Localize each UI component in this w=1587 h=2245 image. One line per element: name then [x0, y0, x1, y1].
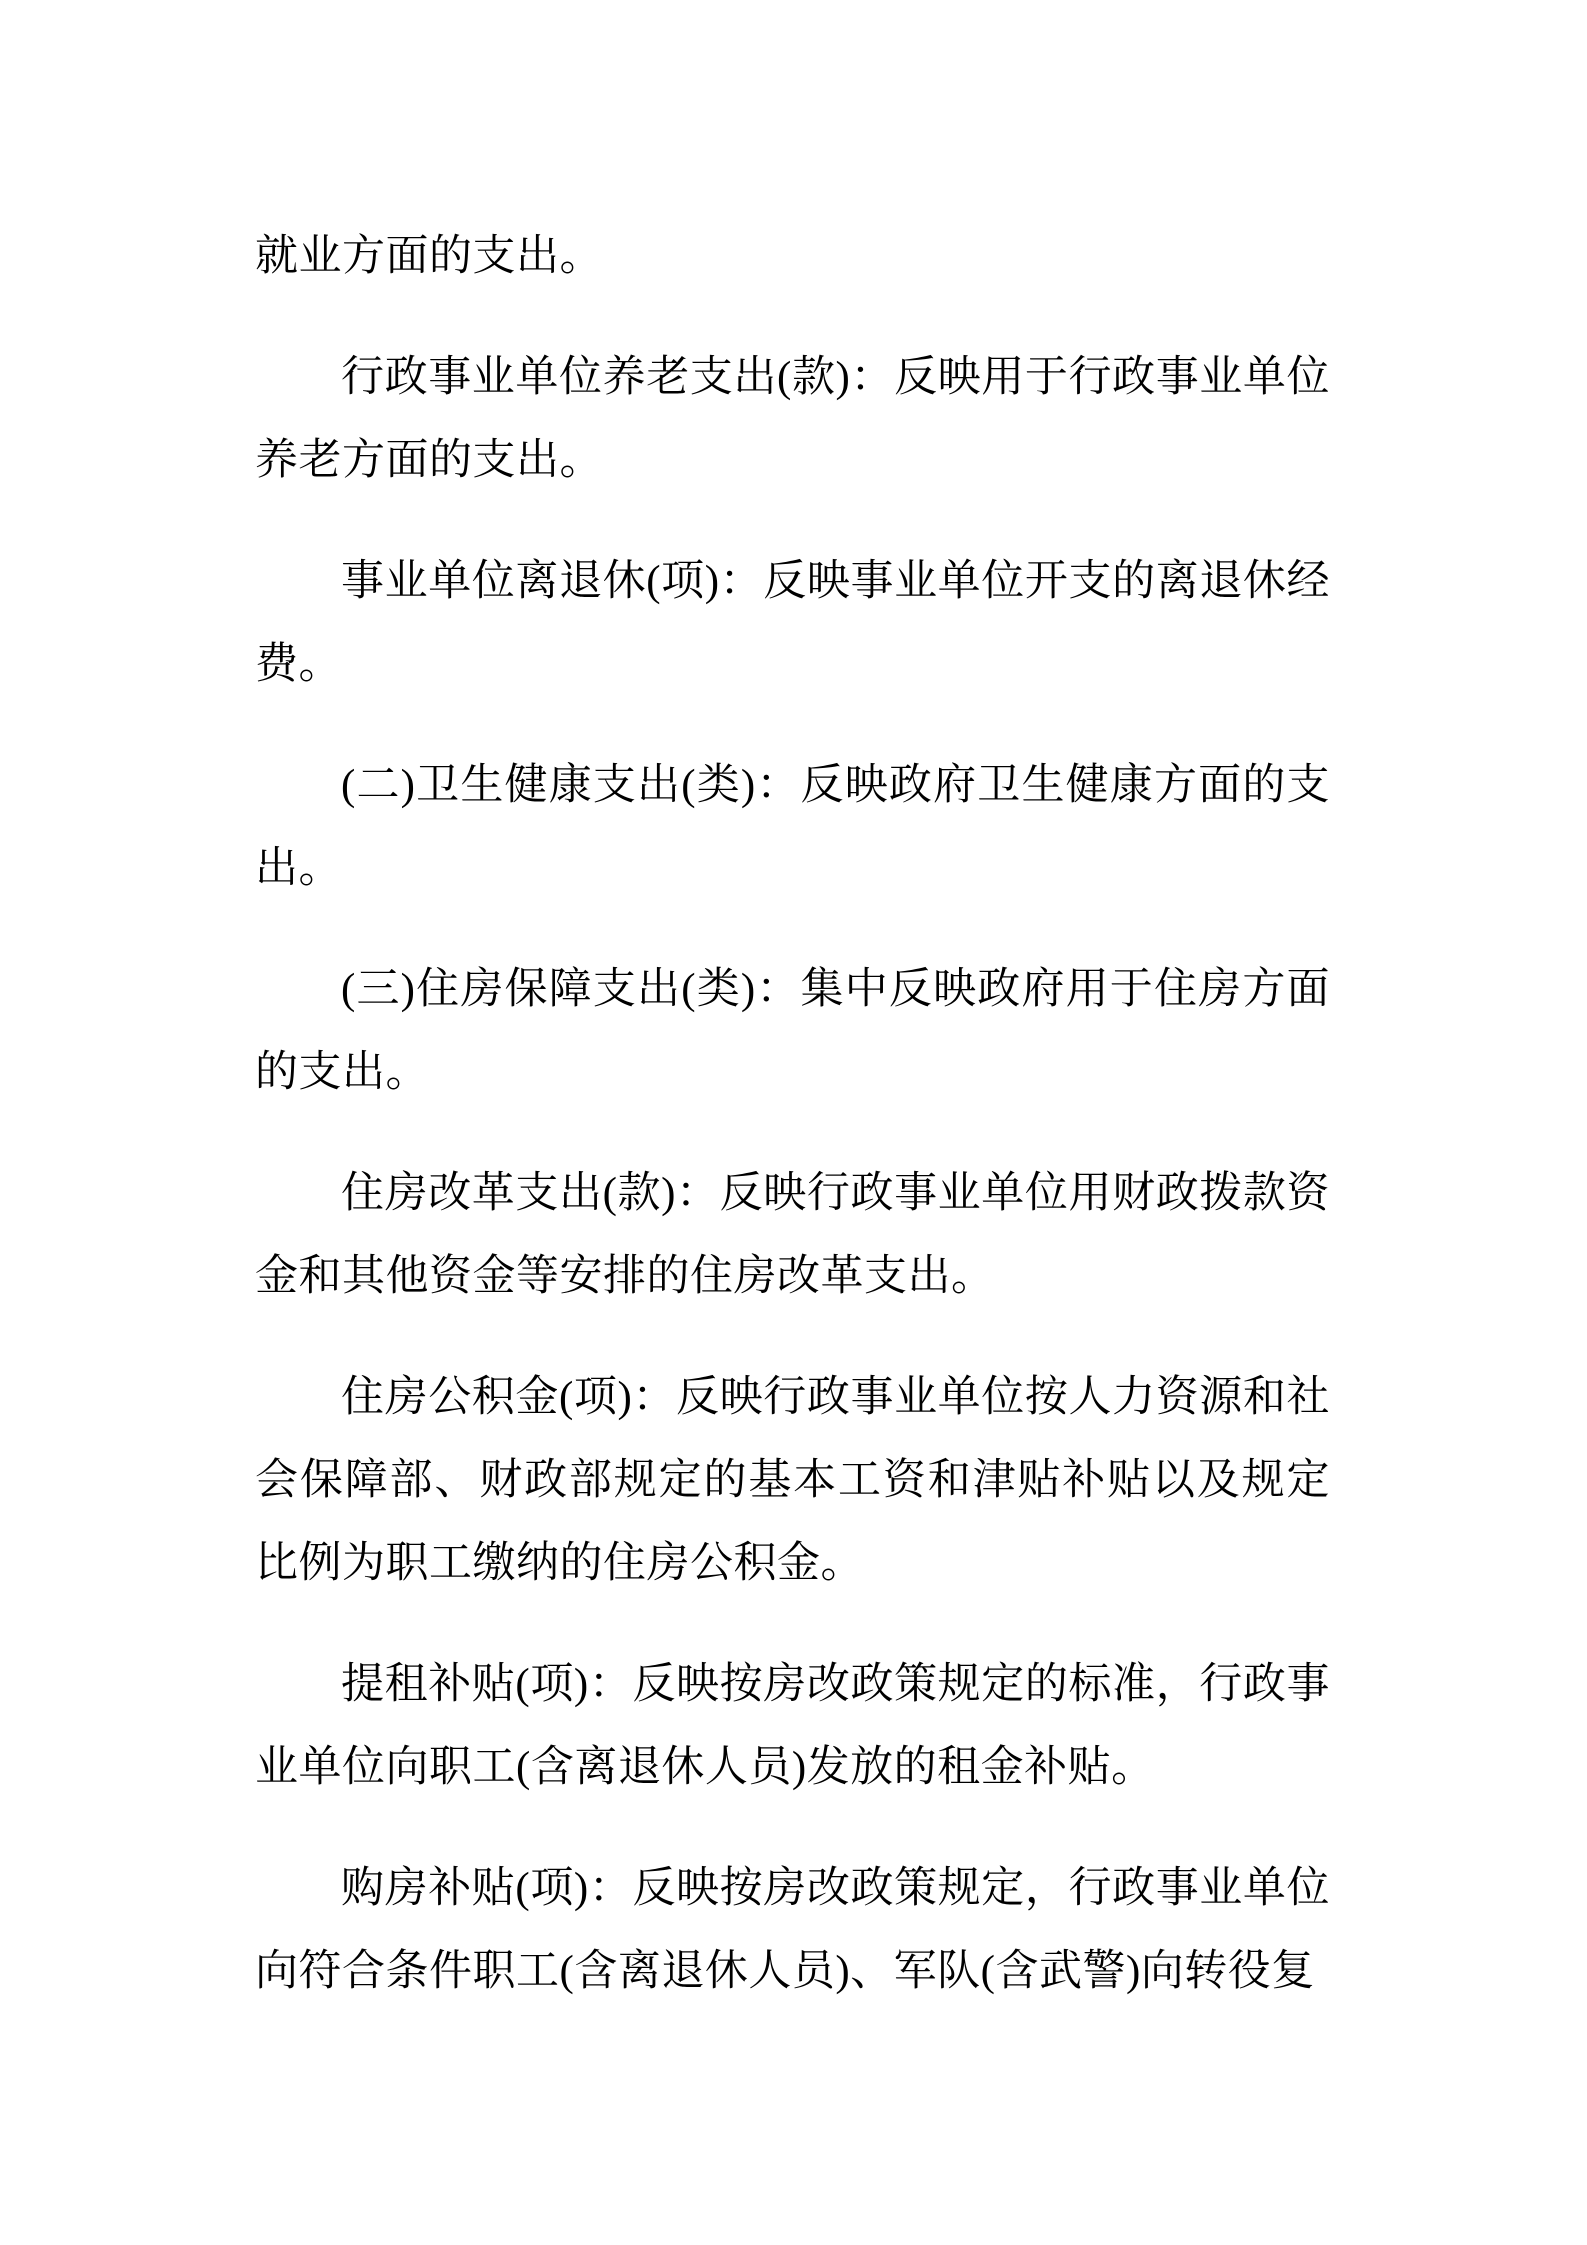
paragraph: 住房改革支出(款)：反映行政事业单位用财政拨款资金和其他资金等安排的住房改革支出。	[255, 1170, 1330, 1300]
paragraph: 住房公积金(项)：反映行政事业单位按人力资源和社会保障部、财政部规定的基本工资和津贴补贴以及规定比例为职工缴纳的住房公积金。	[255, 1374, 1330, 1587]
paragraph: 就业方面的支出。	[255, 233, 603, 280]
paragraph: 事业单位离退休(项)：反映事业单位开支的离退休经费。	[255, 558, 1330, 688]
paragraph: (二)卫生健康支出(类)：反映政府卫生健康方面的支出。	[255, 762, 1330, 892]
paragraph: 购房补贴(项)：反映按房改政策规定，行政事业单位向符合条件职工(含离退休人员)、军队(含武警)向转役复	[255, 1865, 1330, 1995]
paragraph: 行政事业单位养老支出(款)：反映用于行政事业单位养老方面的支出。	[255, 354, 1330, 484]
paragraph: (三)住房保障支出(类)：集中反映政府用于住房方面的支出。	[255, 966, 1330, 1096]
paragraph: 提租补贴(项)：反映按房改政策规定的标准，行政事业单位向职工(含离退休人员)发放的租金补贴。	[255, 1661, 1330, 1791]
document-text-block	[255, 215, 1330, 2051]
